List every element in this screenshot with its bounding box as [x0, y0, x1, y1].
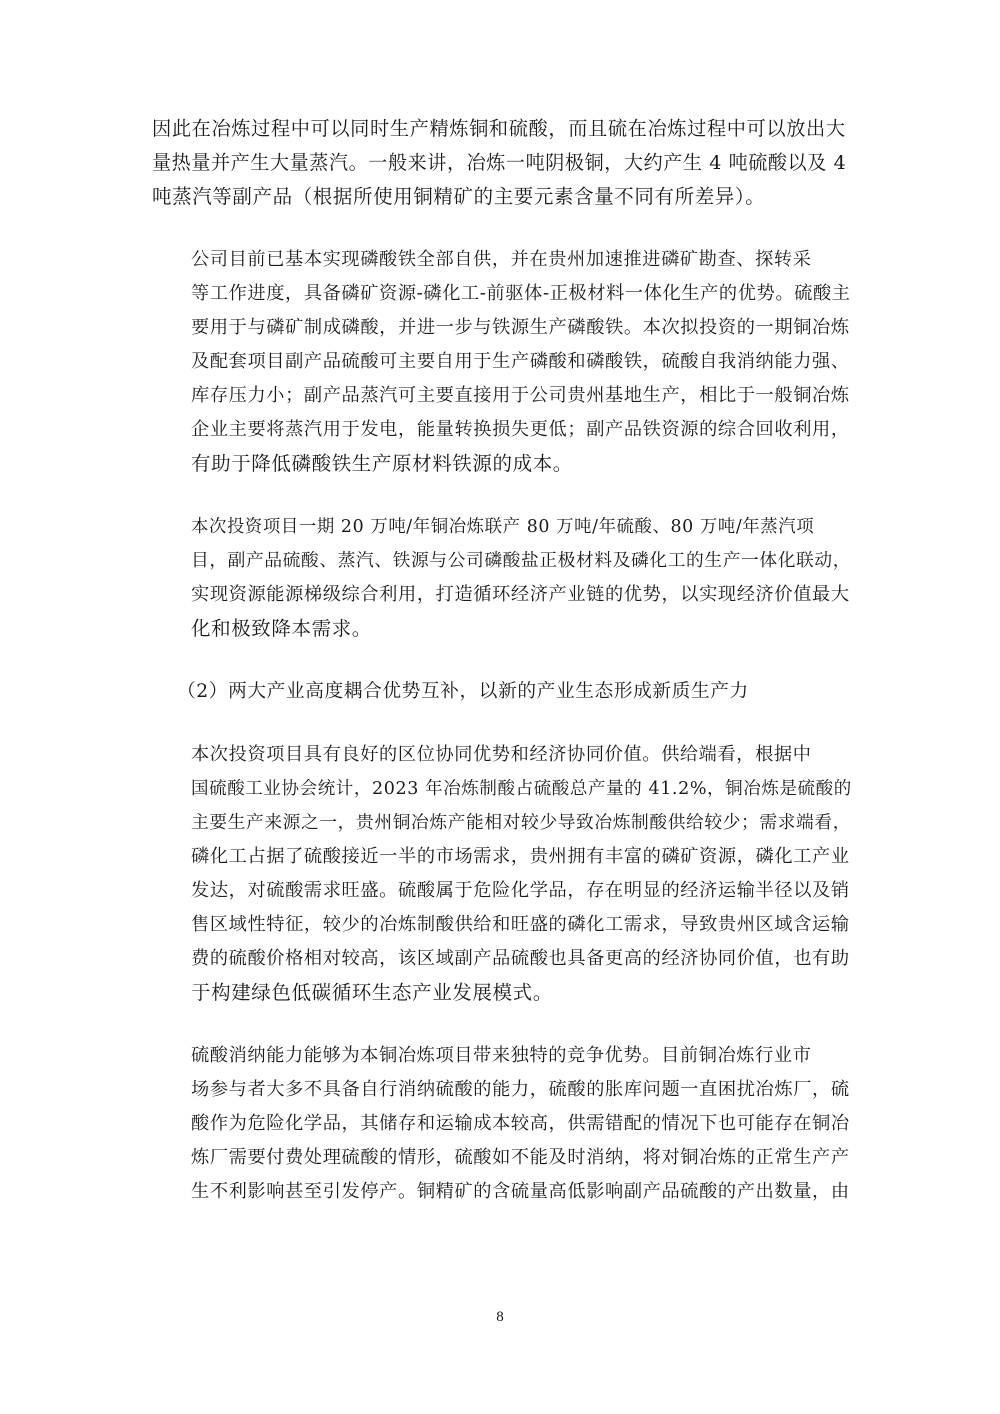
section-heading-2: （2）两大产业高度耦合优势互补，以新的产业生态形成新质生产力	[177, 681, 749, 702]
body-text	[152, 112, 850, 1238]
paragraph-iron-phosphate-self-supply: 公司目前已基本实现磷酸铁全部自供，并在贵州加速推进磷矿勘查、探转采 等工作进度，具备磷矿资源-磷化工-前驱体-正极材料一体化生产的优势。硫酸主 要用于与磷矿制成磷酸，并进一步与铁源生产磷酸铁。本次拟投资的一期铜冶炼 及配套项目副产品硫酸可主要自用于生产磷酸和磷酸铁，硫酸自我消纳能力强、 库存压力小；副产品蒸汽可主要直接用于公司贵州基地生产，相比于一般铜冶炼 企业主要将蒸汽用于发电，能量转换损失更低；副产品铁资源的综合回收利用， 有助于降低磷酸铁生产原材料铁源的成本。	[191, 249, 851, 475]
paragraph-regional-synergy: 本次投资项目具有良好的区位协同优势和经济协同价值。供给端看，根据中 国硫酸工业协会统计，2023 年冶炼制酸占硫酸总产量的 41.2%，铜冶炼是硫酸的 主要生产来源之一，贵州铜冶炼产能相对较少导致冶炼制酸供给较少；需求端看， 磷化工占据了硫酸接近一半的市场需求，贵州拥有丰富的磷矿资源，磷化工产业 发达，对硫酸需求旺盛。硫酸属于危险化学品，存在明显的经济运输半径以及销 售区域性特征，较少的冶炼制酸供给和旺盛的磷化工需求，导致贵州区域含运输 费的硫酸价格相对较高，该区域副产品硫酸也具备更高的经济协同价值，也有助 于构建绿色低碳循环生态产业发展模式。	[191, 744, 852, 1004]
paragraph-copper-smelting-byproducts: 因此在冶炼过程中可以同时生产精炼铜和硫酸，而且硫在冶炼过程中可以放出大 量热量并产生大量蒸汽。一般来讲，冶炼一吨阴极铜，大约产生 4 吨硫酸以及 4 吨蒸汽等副产品（根据所使用铜精矿的主要元素含量不同有所差异）。	[152, 117, 847, 208]
paragraph-sulfuric-acid-absorption: 硫酸消纳能力能够为本铜冶炼项目带来独特的竞争优势。目前铜冶炼行业市 场参与者大多不具备自行消纳硫酸的能力，硫酸的胀库问题一直困扰冶炼厂，硫 酸作为危险化学品，其储存和运输成本较高，供需错配的情况下也可能存在铜冶 炼厂需要付费处理硫酸的情形，硫酸如不能及时消纳，将对铜冶炼的正常生产产 生不利影响甚至引发停产。铜精矿的含硫量高低影响副产品硫酸的产出数量，由	[191, 1045, 850, 1202]
page-number: 8	[496, 1309, 504, 1325]
paragraph-investment-project-phase-one: 本次投资项目一期 20 万吨/年铜冶炼联产 80 万吨/年硫酸、80 万吨/年蒸汽项 目，副产品硫酸、蒸汽、铁源与公司磷酸盐正极材料及磷化工的生产一体化联动， 实现资源能源梯级综合利用，打造循环经济产业链的优势，以实现经济价值最大 化和极致降本需求。	[191, 517, 852, 640]
